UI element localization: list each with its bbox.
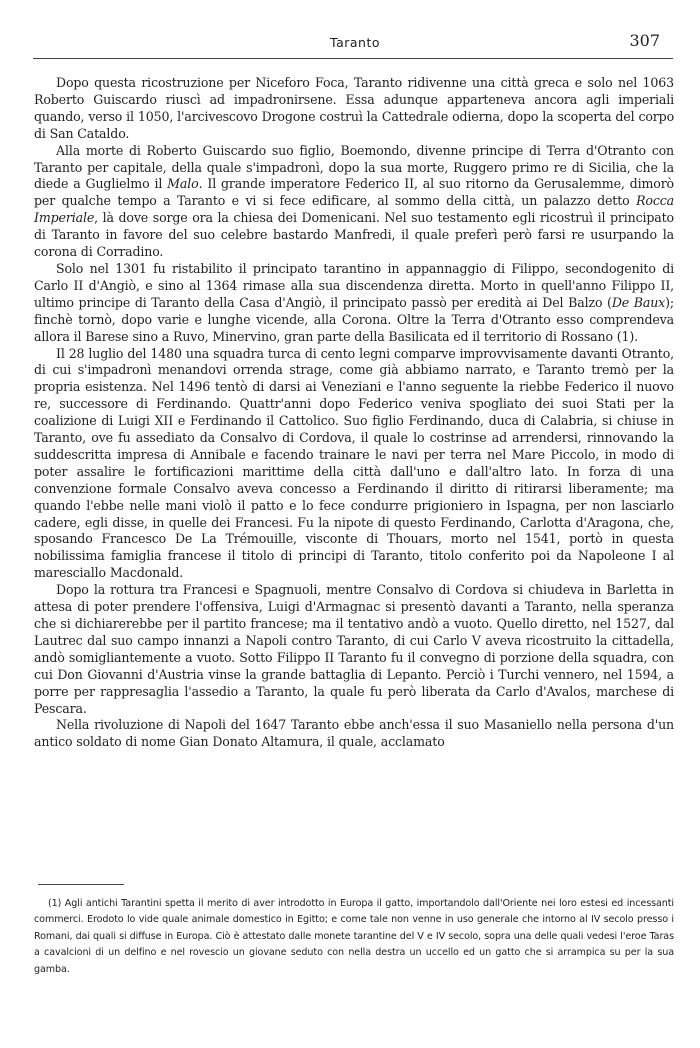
footnote-text: (1) Agli antichi Tarantini spetta il merito di aver introdotto in Europa il gatto, importandolo dall'Oriente nei loro estesi ed incessanti commerci. Erodoto lo vide quale animale domestico in Egitto; e come tale non venne in uso generale che intorno al IV secolo presso i Romani, dai quali si diffuse in Europa. Ciò è attestato dalle monete tarantine del V e IV secolo, sopra una delle quali vedesi l'eroe Taras a cavalcioni di un delfino e nel rovescio un giovane seduto con nella destra un uccello ed un gatto che si arrampica su per la sua gamba. [34,898,674,975]
italic-term: Malo [167,176,199,192]
italic-term: De Baux [611,294,666,310]
paragraph: Dopo questa ricostruzione per Niceforo Foca, Taranto ridivenne una città greca e solo nel 1063 Roberto Guiscardo riuscì ad impadronirsene. Essa adunque apparteneva ancora agli imperiali quando, verso il 1050, l'arcivescovo Drogone costruì la Cattedrale odierna, dopo la scoperta del corpo di San Cataldo. [34,75,674,141]
paragraph: Nella rivoluzione di Napoli del 1647 Taranto ebbe anch'essa il suo Masaniello nella persona d'un antico soldato di nome Gian Donato Altamura, il quale, acclamato [34,717,674,750]
footnote [34,896,674,978]
header-rule [33,58,673,59]
paragraph: Dopo la rottura tra Francesi e Spagnuoli, mentre Consalvo di Cordova si chiudeva in Barletta in attesa di poter prendere l'offensiva, Luigi d'Armagnac si presentò davanti a Taranto, nella speranza che si dichiarerebbe per il partito francese; ma il tentativo andò a vuoto. Quello diretto, nel 1527, dal Lautrec dal suo campo innanzi a Napoli contro Taranto, di cui Carlo V aveva ricostruito la cittadella, andò somigliantemente a vuoto. Sotto Filippo II Taranto fu il convegno di porzione della squadra, con cui Don Giovanni d'Austria vinse la grande battaglia di Lepanto. Perciò i Turchi vennero, nel 1594, a porre per rappresaglia l'assedio a Taranto, la quale fu però liberata da Carlo d'Avalos, marchese di Pescara. [34,582,674,716]
running-title: Taranto [330,35,380,50]
page-number: 307 [629,31,660,50]
main-text [34,75,674,751]
paragraph: Solo nel 1301 fu ristabilito il principato tarantino in appannaggio di Filippo, secondogenito di Carlo II d'Angiò, e sino al 1364 rimase alla sua discendenza diretta. Morto in quell'anno Filippo II, ultimo principe di Taranto della Casa d'Angiò, il principato passò per eredità ai Del Balzo (De Baux); finchè tornò, dopo varie e lunghe vicende, alla Corona. Oltre la Terra d'Otranto esso comprendeva allora il Barese sino a Ruvo, Minervino, gran parte della Basilicata ed il territorio di Rossano (1). [34,260,674,344]
footnote-rule [38,884,124,885]
paragraph: Alla morte di Roberto Guiscardo suo figlio, Boemondo, divenne principe di Terra d'Otranto con Taranto per capitale, della quale s'impadronì, dopo la sua morte, Ruggero primo re di Sicilia, che la diede a Guglielmo il Malo. Il grande imperatore Federico II, al suo ritorno da Gerusalemme, dimorò per qualche tempo a Taranto e vi si fece edificare, al sommo della città, un palazzo detto Rocca Imperiale, là dove sorge ora la chiesa dei Domenicani. Nel suo testamento egli ricostruì il principato di Taranto in favore del suo celebre bastardo Manfredi, il quale preferì però farsi re usurpando la corona di Corradino. [34,142,674,260]
paragraph: Il 28 luglio del 1480 una squadra turca di cento legni comparve improvvisamente davanti Otranto, di cui s'impadronì menandovi orrenda strage, come già abbiamo narrato, e Taranto tremò per la propria esistenza. Nel 1496 tentò di darsi ai Veneziani e l'anno seguente la riebbe Federico il nuovo re, successore di Ferdinando. Quattr'anni dopo Federico veniva spogliato dei suoi Stati per la coalizione di Luigi XII e Ferdinando il Cattolico. Suo figlio Ferdinando, duca di Calabria, si chiuse in Taranto, ove fu assediato da Consalvo di Cordova, il quale lo costrinse ad arrendersi, rinnovando la suddescritta impresa di Annibale e facendo trainare le navi per terra nel Mare Piccolo, in modo di poter assalire le fortificazioni marittime della città dall'uno e dall'altro lato. In forza di una convenzione formale Consalvo aveva concesso a Ferdinando il diritto di ritirarsi liberamente; ma quando l'ebbe nelle mani violò il patto e lo fece condurre prigioniero in Ispagna, per non lasciarlo cadere, egli disse, in quelle dei Francesi. Fu la nipote di questo Ferdinando, Carlotta d'Aragona, che, sposando Francesco De La Trémouille, visconte di Thouars, morto nel 1541, portò in questa nobilissima famiglia francese il titolo di principi di Taranto, titolo conferito poi da Napoleone I al maresciallo Macdonald. [34,345,674,581]
running-header [40,32,670,56]
italic-term: Rocca Imperiale [34,193,674,226]
